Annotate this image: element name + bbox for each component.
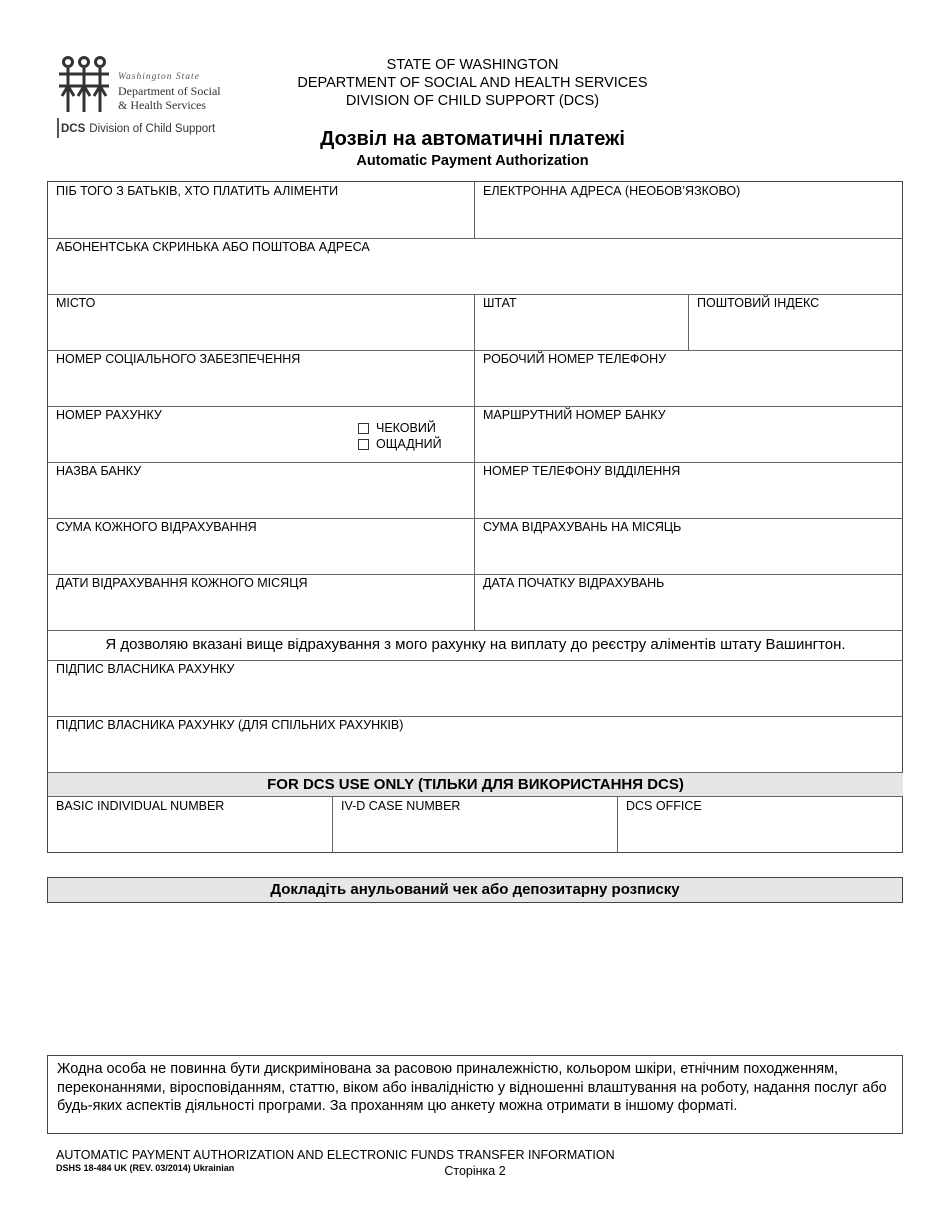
authorization-statement: Я дозволяю вказані вище відрахування з мого рахунку на виплату до реєстру аліментів штату Вашингтон. bbox=[105, 636, 846, 653]
logo-dept: Department of Social & Health Services bbox=[118, 84, 221, 112]
joint-signature-field[interactable]: ПІДПИС ВЛАСНИКА РАХУНКУ (ДЛЯ СПІЛЬНИХ РАХУНКІВ) bbox=[56, 718, 404, 732]
address-field[interactable]: АБОНЕНТСЬКА СКРИНЬКА АБО ПОШТОВА АДРЕСА bbox=[56, 240, 370, 254]
savings-checkbox[interactable] bbox=[358, 439, 369, 450]
attach-check-note: Докладіть анульований чек або депозитарну розписку bbox=[47, 877, 903, 903]
page-number: Сторінка 2 bbox=[444, 1164, 506, 1178]
logo-rule bbox=[57, 118, 59, 138]
payer-name-field[interactable]: ПІБ ТОГО З БАТЬКІВ, ХТО ПЛАТИТЬ АЛІМЕНТИ bbox=[56, 184, 339, 198]
account-type-options bbox=[358, 420, 442, 452]
bank-name-field[interactable]: НАЗВА БАНКУ bbox=[56, 464, 142, 478]
payment-form bbox=[47, 181, 903, 853]
dshs-figures-icon bbox=[55, 56, 113, 114]
dshs-logo bbox=[55, 56, 225, 142]
agency-header bbox=[245, 56, 700, 110]
footer-title: AUTOMATIC PAYMENT AUTHORIZATION AND ELECTRONIC FUNDS TRANSFER INFORMATION bbox=[56, 1148, 615, 1162]
logo-state: Washington State bbox=[118, 72, 200, 82]
dcs-use-only-header: FOR DCS USE ONLY (ТІЛЬКИ ДЛЯ ВИКОРИСТАННЯ DCS) bbox=[48, 773, 903, 796]
basic-individual-number-field[interactable]: BASIC INDIVIDUAL NUMBER bbox=[56, 799, 225, 813]
nondiscrimination-notice: Жодна особа не повинна бути дискримінована за расовою приналежністю, кольором шкіри, етнічним походженням, переконаннями, віросповіданням, статтю, віком або інвалідністю у відношенні влаштування на роботу, надання послуг або будь-яких аспектів діяльності програми. За проханням цю анкету можна отримати в іншому форматі. bbox=[47, 1055, 903, 1134]
form-subtitle: Automatic Payment Authorization bbox=[356, 153, 589, 169]
amount-month-field[interactable]: СУМА ВІДРАХУВАНЬ НА МІСЯЦЬ bbox=[483, 520, 682, 534]
work-phone-field[interactable]: РОБОЧИЙ НОМЕР ТЕЛЕФОНУ bbox=[483, 352, 667, 366]
form-id: DSHS 18-484 UK (REV. 03/2014) Ukrainian bbox=[56, 1163, 235, 1173]
branch-phone-field[interactable]: НОМЕР ТЕЛЕФОНУ ВІДДІЛЕННЯ bbox=[483, 464, 681, 478]
checking-label: ЧЕКОВИЙ bbox=[376, 421, 436, 435]
logo-dcs: DCS Division of Child Support bbox=[61, 123, 216, 135]
start-date-field[interactable]: ДАТА ПОЧАТКУ ВІДРАХУВАНЬ bbox=[483, 576, 665, 590]
agency-line-2: DEPARTMENT OF SOCIAL AND HEALTH SERVICES bbox=[297, 75, 648, 91]
zip-field[interactable]: ПОШТОВИЙ ІНДЕКС bbox=[697, 296, 820, 310]
city-field[interactable]: МІСТО bbox=[56, 296, 96, 310]
account-number-field[interactable]: НОМЕР РАХУНКУ ЧЕКОВИЙ ОЩАДНИЙ bbox=[56, 408, 442, 451]
savings-label: ОЩАДНИЙ bbox=[376, 437, 442, 451]
routing-number-field[interactable]: МАРШРУТНИЙ НОМЕР БАНКУ bbox=[483, 408, 666, 422]
deduction-dates-field[interactable]: ДАТИ ВІДРАХУВАННЯ КОЖНОГО МІСЯЦЯ bbox=[56, 576, 308, 590]
form-title: Дозвіл на автоматичні платежі bbox=[320, 128, 625, 150]
email-field[interactable]: ЕЛЕКТРОННА АДРЕСА (НЕОБОВ’ЯЗКОВО) bbox=[483, 184, 741, 198]
agency-line-3: DIVISION OF CHILD SUPPORT (DCS) bbox=[345, 93, 600, 109]
agency-line-1: STATE OF WASHINGTON bbox=[386, 57, 559, 73]
checking-checkbox[interactable] bbox=[358, 423, 369, 434]
amount-each-field[interactable]: СУМА КОЖНОГО ВІДРАХУВАННЯ bbox=[56, 520, 257, 534]
signature-field[interactable]: ПІДПИС ВЛАСНИКА РАХУНКУ bbox=[56, 662, 235, 676]
dcs-office-field[interactable]: DCS OFFICE bbox=[626, 799, 702, 813]
ssn-field[interactable]: НОМЕР СОЦІАЛЬНОГО ЗАБЕЗПЕЧЕННЯ bbox=[56, 352, 301, 366]
state-field[interactable]: ШТАТ bbox=[483, 296, 517, 310]
ivd-case-number-field[interactable]: IV-D CASE NUMBER bbox=[341, 799, 461, 813]
